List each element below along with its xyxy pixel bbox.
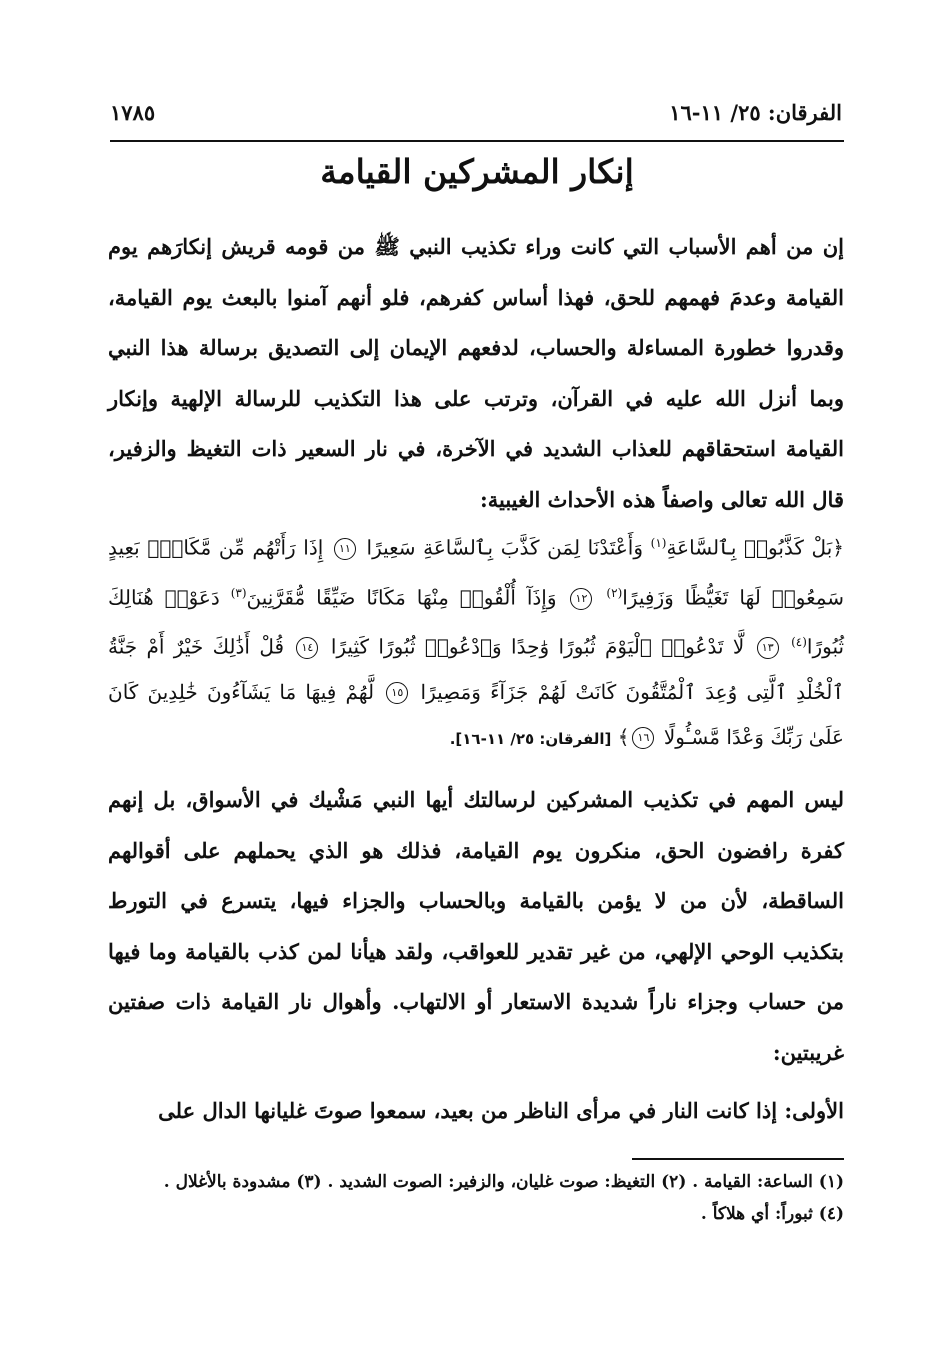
page-number: ١٧٨٥	[110, 100, 156, 125]
footnote-divider	[632, 1158, 844, 1160]
intro-paragraph: إن من أهم الأسباب التي كانت وراء تكذيب النبي ﷺ من قومه قريش إنكارَهم يوم القيامة وعدمَ فهمهم للحق، فهذا أساس كفرهم، فلو أنهم آمنوا بالبعث يوم القيامة، وقدروا خطورة المساءلة والحساب، لدفعهم الإيمان إلى التصديق برسالة هذا النبي وبما أنزل الله عليه في القرآن، وترتب على هذا التكذيب للرسالة الإلهية وإنكار القيامة استحقاقهم للعذاب الشديد في الآخرة، في نار السعير ذات التغيظ والزفير، قال الله تعالى واصفاً هذه الأحداث الغيبية:	[108, 234, 844, 512]
verse-segment: وَأَعْتَدْنَا لِمَن كَذَّبَ بِٱلسَّاعَةِ سَعِيرًا	[366, 535, 644, 560]
verse-segment: وَإِذَآ أُلْقُوا۟ مِنْهَا مَكَانًا ضَيِّقًا مُّقَرَّنِينَ	[246, 585, 557, 610]
ayah-number-marker: ١٥	[386, 682, 408, 704]
ornate-bracket-close: ﴾	[617, 724, 630, 749]
verse-segment: إِذَا رَأَتْهُم مِّن مَّكَانٍۭ بَعِيدٍ سَمِعُوا۟ لَهَا تَغَيُّظًا وَزَفِيرًا	[108, 535, 845, 610]
ayah-number-marker: ١١	[334, 538, 356, 560]
footnote-line: (١) الساعة: القيامة . (٢) التغيظ: صوت غليان، والزفير: الصوت الشديد . (٣) مشدودة بالأغلال .	[163, 1172, 844, 1192]
footnote-marker: (١)	[650, 536, 667, 550]
footnote-marker: (٢)	[606, 585, 623, 600]
commentary-paragraph: ليس المهم في تكذيب المشركين لرسالتك أيها النبي مَشْيك في الأسواق، بل إنهم كفرة رافضون الحق، منكرون يوم القيامة، فذلك هو الذي يحملهم على أقوالهم الساقطة، لأن من لا يؤمن بالقيامة وبالحساب والجزاء فيها، يتسرع في التورط بتكذيب الوحي الإلهي، من غير تقدير للعواقب، ولقد هيأنا لمن كذب بالقيامة وما فيها من حساب وجزاء ناراً شديدة الاستعار أو الالتهاب. وأهوال نار القيامة ذات صفتين غريبتين:	[108, 787, 844, 1065]
header-divider	[110, 140, 844, 142]
ayah-number-marker: ١٤	[296, 637, 318, 659]
ayah-number-marker: ١٦	[632, 727, 654, 749]
footnote-marker: (٤)	[791, 635, 807, 650]
verse-segment: لَّا تَدْعُوا۟ ٱلْيَوْمَ ثُبُورًا وَٰحِدًا وَٱدْعُوا۟ ثُبُورًا كَثِيرًا	[330, 634, 745, 659]
verse-segment: لَّهُمْ فِيهَا مَا يَشَآءُونَ خَٰلِدِينَ كَانَ عَلَىٰ رَبِّكَ وَعْدًا مَّسْـُٔولًا	[108, 679, 844, 749]
footnote-line: (٤) ثبوراً: أي هلاكاً .	[700, 1204, 844, 1224]
footnote-marker: (٣)	[230, 585, 247, 600]
verse-segment: دَعَوْا۟ هُنَالِكَ ثُبُورًا	[108, 585, 845, 659]
ayah-number-marker: ١٢	[570, 588, 592, 610]
verse-citation: [الفرقان: ٢٥/ ١١-١٦].	[449, 729, 612, 748]
quran-verses	[108, 521, 844, 762]
verse-segment: قُلْ أَذَٰلِكَ خَيْرٌ أَمْ جَنَّةُ ٱلْخُلْدِ ٱلَّتِى وُعِدَ ٱلْمُتَّقُونَ كَانَتْ لَهُمْ جَزَآءً وَمَصِيرًا	[108, 634, 845, 704]
ayah-number-marker: ١٣	[757, 637, 779, 659]
surah-reference: الفرقان: ٢٥/ ١١-١٦	[669, 100, 842, 125]
footnotes	[108, 1166, 844, 1230]
running-header	[110, 92, 842, 132]
verse-segment: بَلْ كَذَّبُوا۟ بِٱلسَّاعَةِ	[666, 535, 833, 560]
ornate-bracket-open: ﴿	[832, 535, 844, 560]
section-title: إنكار المشركين القيامة	[320, 152, 634, 191]
commentary-paragraph-continued: الأولى: إذا كانت النار في مرأى الناظر من بعيد، سمعوا صوتَ غليانها الدال على	[158, 1098, 844, 1123]
